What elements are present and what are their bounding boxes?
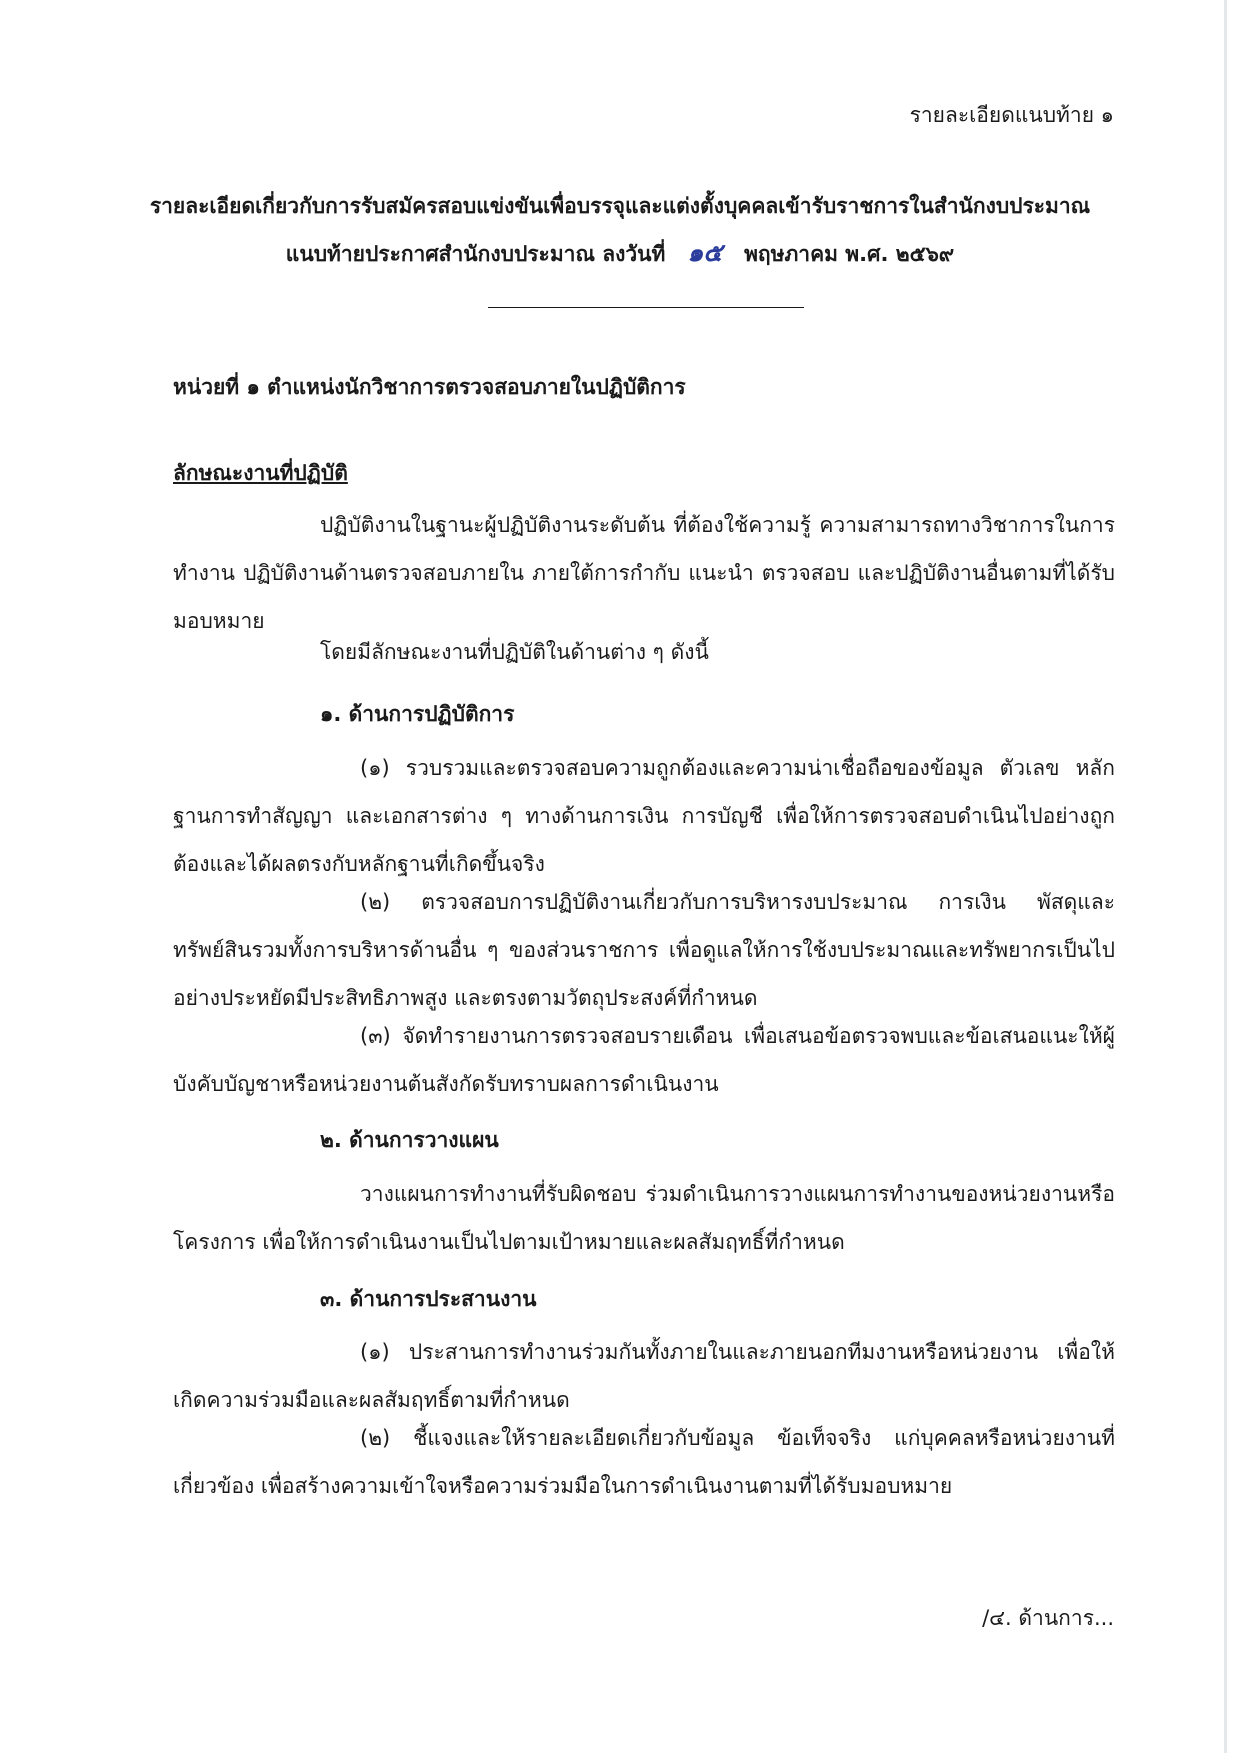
section-heading: ลักษณะงานที่ปฏิบัติ — [173, 461, 348, 485]
section-1-title: ๑. ด้านการปฏิบัติการ — [320, 702, 515, 726]
title-date-suffix: พฤษภาคม พ.ศ. ๒๕๖๙ — [744, 242, 955, 266]
section-3-item-1: (๑) ประสานการทำงานร่วมกันทั้งภายในและภายนอกทีมงานหรือหน่วยงาน เพื่อให้เกิดความร่วมมือและผลสัมฤทธิ์ตามที่กำหนด — [173, 1340, 1115, 1412]
section-1-item-3: (๓) จัดทำรายงานการตรวจสอบรายเดือน เพื่อเสนอข้อตรวจพบและข้อเสนอแนะให้ผู้บังคับบัญชาหรือหน่วยงานต้นสังกัดรับทราบผลการดำเนินงาน — [173, 1024, 1115, 1096]
continuation-marker: /๔. ด้านการ... — [982, 1606, 1114, 1630]
section-2-text: วางแผนการทำงานที่รับผิดชอบ ร่วมดำเนินการวางแผนการทำงานของหน่วยงานหรือโครงการ เพื่อให้การดำเนินงานเป็นไปตามเป้าหมายและผลสัมฤทธิ์ที่กำหนด — [173, 1182, 1115, 1254]
intro-paragraph: ปฏิบัติงานในฐานะผู้ปฏิบัติงานระดับต้น ที่ต้องใช้ความรู้ ความสามารถทางวิชาการในการทำงาน ปฏิบัติงานด้านตรวจสอบภายใน ภายใต้การกำกับ แนะนำ ตรวจสอบ และปฏิบัติงานอื่นตามที่ได้รับมอบหมาย — [173, 513, 1115, 633]
annex-label: รายละเอียดแนบท้าย ๑ — [909, 103, 1114, 127]
section-1-item-2: (๒) ตรวจสอบการปฏิบัติงานเกี่ยวกับการบริหารงบประมาณ การเงิน พัสดุและทรัพย์สินรวมทั้งการบริหารด้านอื่น ๆ ของส่วนราชการ เพื่อดูแลให้การใช้งบประมาณและทรัพยากรเป็นไปอย่างประหยัดมีประสิทธิภาพสูง และตรงตามวัตถุประสงค์ที่กำหนด — [173, 890, 1115, 1010]
section-1-item-1: (๑) รวบรวมและตรวจสอบความถูกต้องและความน่าเชื่อถือของข้อมูล ตัวเลข หลักฐานการทำสัญญา และเอกสารต่าง ๆ ทางด้านการเงิน การบัญชี เพื่อให้การตรวจสอบดำเนินไปอย่างถูกต้องและได้ผลตรงกับหลักฐานที่เกิดขึ้นจริง — [173, 756, 1115, 876]
section-3-title: ๓. ด้านการประสานงาน — [320, 1287, 537, 1311]
handwritten-day: ๑๕ — [687, 238, 723, 267]
title-date-prefix: แนบท้ายประกาศสำนักงบประมาณ ลงวันที่ — [285, 242, 666, 266]
section-3-item-2: (๒) ชี้แจงและให้รายละเอียดเกี่ยวกับข้อมูล ข้อเท็จจริง แก่บุคคลหรือหน่วยงานที่เกี่ยวข้อง เพื่อสร้างความเข้าใจหรือความร่วมมือในการดำเนินงานตามที่ได้รับมอบหมาย — [173, 1426, 1115, 1498]
document-title-line-2 — [0, 238, 1240, 269]
unit-title: หน่วยที่ ๑ ตำแหน่งนักวิชาการตรวจสอบภายในปฏิบัติการ — [173, 375, 686, 399]
section-2-title: ๒. ด้านการวางแผน — [320, 1128, 499, 1152]
document-title-line-1: รายละเอียดเกี่ยวกับการรับสมัครสอบแข่งขันเพื่อบรรจุและแต่งตั้งบุคคลเข้ารับราชการในสำนักงบประมาณ — [149, 194, 1091, 218]
title-divider — [488, 307, 804, 308]
lead-in-text: โดยมีลักษณะงานที่ปฏิบัติในด้านต่าง ๆ ดังนี้ — [320, 640, 709, 664]
